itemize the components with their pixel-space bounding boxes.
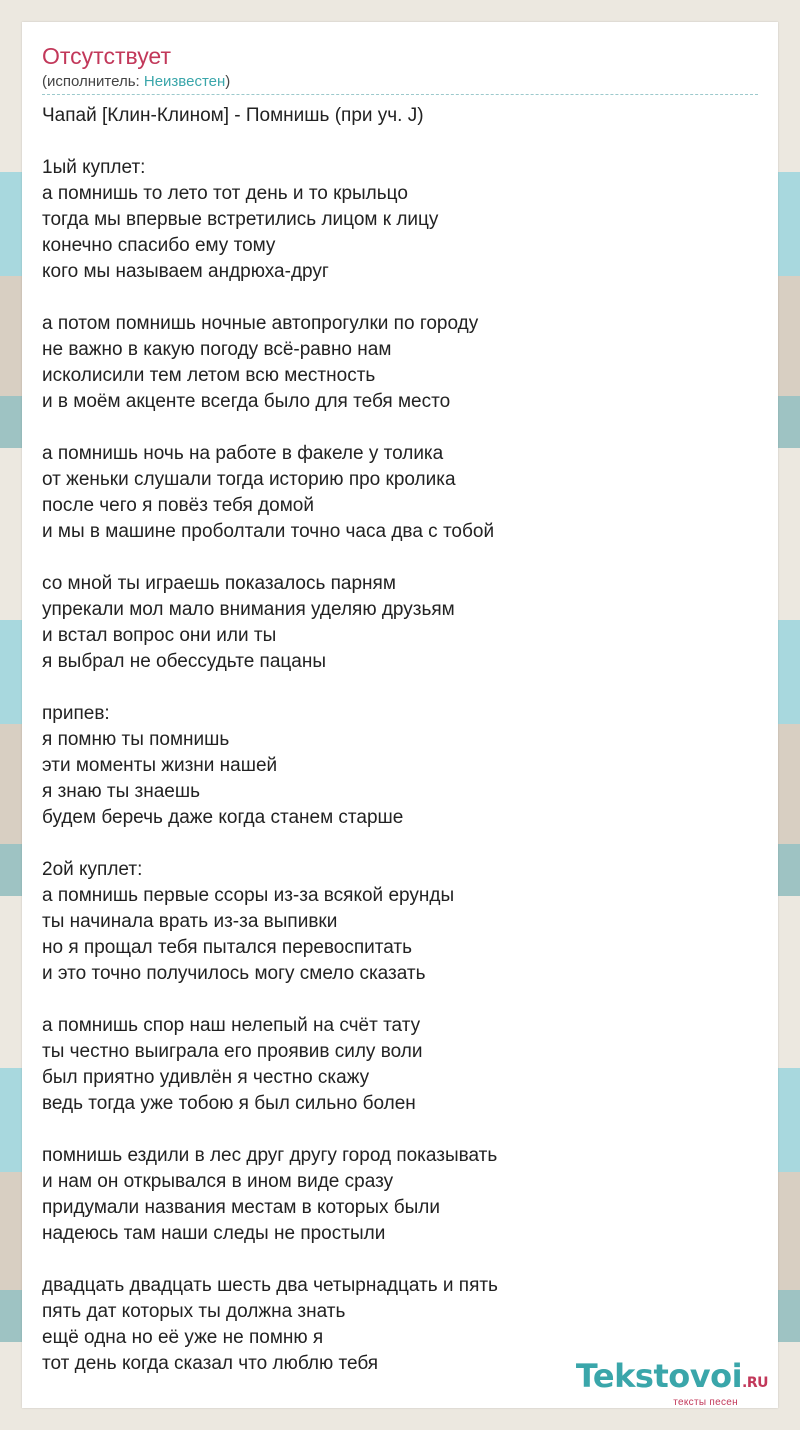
lyrics-line: упрекали мол мало внимания уделяю друзьям <box>42 599 455 620</box>
artist-prefix: (исполнитель: <box>42 73 144 90</box>
lyrics-line: и мы в машине проболтали точно часа два с тобой <box>42 521 495 542</box>
lyrics-line: тогда мы впервые встретились лицом к лицу <box>42 209 439 230</box>
lyrics-line: 2ой куплет: <box>42 859 143 880</box>
artist-suffix: ) <box>225 73 231 90</box>
lyrics-line: а помнишь то лето тот день и то крыльцо <box>42 183 408 204</box>
lyrics-line: эти моменты жизни нашей <box>42 755 278 776</box>
lyrics-line: я помню ты помнишь <box>42 729 230 750</box>
lyrics-line: и встал вопрос они или ты <box>42 625 277 646</box>
song-title: Отсутствует <box>42 43 171 69</box>
lyrics-line: тот день когда сказал что люблю тебя <box>42 1353 379 1374</box>
artist-link[interactable]: Неизвестен <box>143 73 226 90</box>
logo-subtitle: тексты песен <box>673 1397 738 1408</box>
lyrics-line: а помнишь спор наш нелепый на счёт тату <box>42 1015 421 1036</box>
lyrics-stanza-break <box>42 285 758 311</box>
lyrics-stanza-break <box>42 545 758 571</box>
lyrics-line: конечно спасибо ему тому <box>42 235 276 256</box>
lyrics-line: Чапай [Клин-Клином] - Помнишь (при уч. J) <box>42 105 424 126</box>
lyrics-line: кого мы называем андрюха-друг <box>42 261 329 282</box>
lyrics-line: двадцать двадцать шесть два четырнадцать и пять <box>42 1275 498 1296</box>
logo-tld: .RU <box>742 1375 768 1391</box>
site-logo[interactable] <box>576 1358 768 1408</box>
lyrics-line: и нам он открывался в ином виде сразу <box>42 1171 394 1192</box>
lyrics-stanza-break <box>42 831 758 857</box>
lyrics-stanza-break <box>42 987 758 1013</box>
lyrics-stanza-break <box>42 1117 758 1143</box>
lyrics-card <box>22 22 778 1408</box>
lyrics-line: ты честно выиграла его проявив силу воли <box>42 1041 423 1062</box>
logo-wordmark: Tekstovoi <box>575 1357 743 1395</box>
lyrics-stanza-break <box>42 1247 758 1273</box>
lyrics-line: припев: <box>42 703 110 724</box>
lyrics-text <box>42 103 758 1377</box>
lyrics-line: ты начинала врать из-за выпивки <box>42 911 338 932</box>
lyrics-line: ведь тогда уже тобою я был сильно болен <box>42 1093 416 1114</box>
lyrics-stanza-break <box>42 415 758 441</box>
lyrics-line: я выбрал не обессудьте пацаны <box>42 651 326 672</box>
lyrics-line: ещё одна но её уже не помню я <box>42 1327 324 1348</box>
lyrics-line: а потом помнишь ночные автопрогулки по городу <box>42 313 479 334</box>
lyrics-line: а помнишь ночь на работе в факеле у толика <box>42 443 444 464</box>
lyrics-line: со мной ты играешь показалось парням <box>42 573 396 594</box>
lyrics-line: не важно в какую погоду всё-равно нам <box>42 339 392 360</box>
lyrics-line: 1ый куплет: <box>42 157 146 178</box>
lyrics-line: помнишь ездили в лес друг другу город показывать <box>42 1145 498 1166</box>
lyrics-line: а помнишь первые ссоры из-за всякой ерунды <box>42 885 455 906</box>
lyrics-line: я знаю ты знаешь <box>42 781 200 802</box>
lyrics-stanza-break <box>42 675 758 701</box>
lyrics-line: от женьки слушали тогда историю про кролика <box>42 469 456 490</box>
lyrics-line: после чего я повёз тебя домой <box>42 495 314 516</box>
lyrics-line: пять дат которых ты должна знать <box>42 1301 346 1322</box>
artist-line <box>42 72 758 95</box>
lyrics-stanza-break <box>42 129 758 155</box>
lyrics-line: и это точно получилось могу смело сказать <box>42 963 426 984</box>
lyrics-line: исколисили тем летом всю местность <box>42 365 376 386</box>
lyrics-line: но я прощал тебя пытался перевоспитать <box>42 937 412 958</box>
lyrics-line: и в моём акценте всегда было для тебя место <box>42 391 451 412</box>
lyrics-line: был приятно удивлён я честно скажу <box>42 1067 370 1088</box>
lyrics-line: придумали названия местам в которых были <box>42 1197 440 1218</box>
song-header <box>42 42 758 95</box>
lyrics-line: надеюсь там наши следы не простыли <box>42 1223 386 1244</box>
lyrics-line: будем беречь даже когда станем старше <box>42 807 404 828</box>
